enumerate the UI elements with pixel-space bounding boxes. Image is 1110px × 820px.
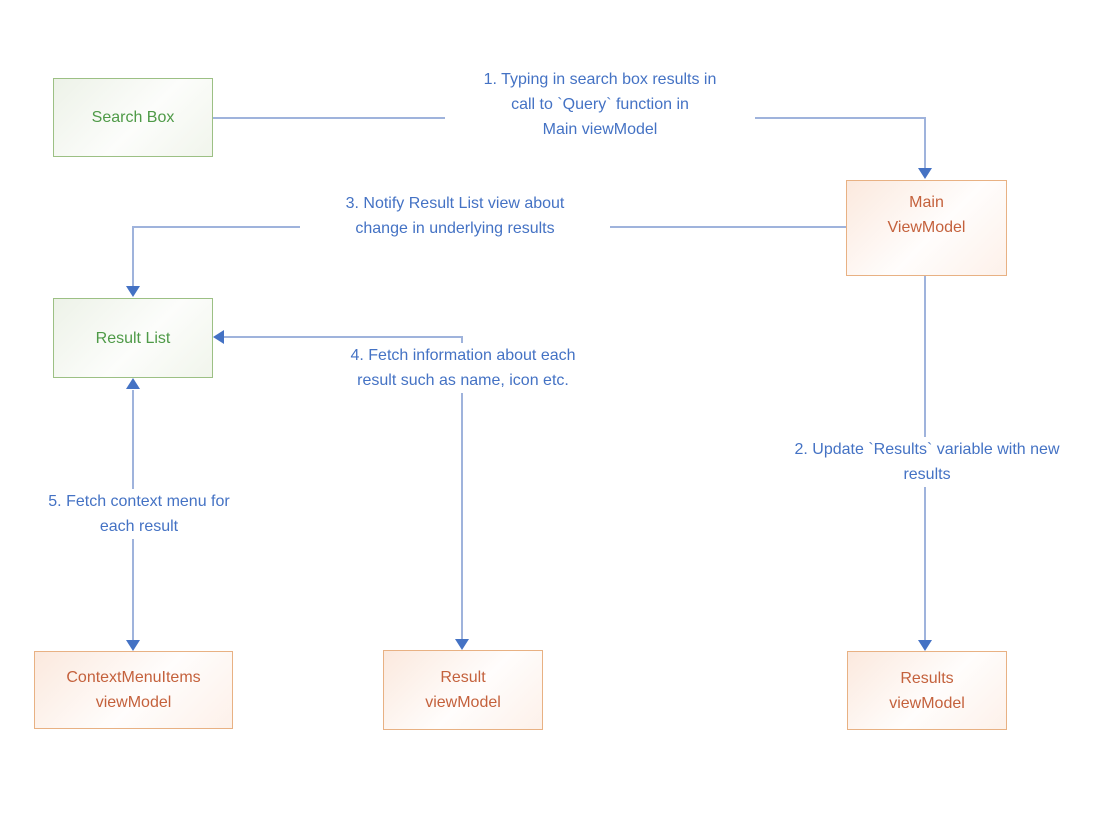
node-results-viewmodel-label-line2: viewModel (889, 694, 965, 712)
arrowhead-into-main-viewmodel (918, 168, 932, 179)
node-results-viewmodel (847, 651, 1007, 730)
node-result-viewmodel-label-line1: Result (440, 669, 486, 686)
node-contextmenuitems-label-line1: ContextMenuItems (66, 669, 201, 686)
annotation-step3-line1: 3. Notify Result List view about (345, 195, 565, 212)
annotation-step5 (8, 489, 270, 539)
node-result-viewmodel (383, 650, 543, 730)
annotation-step1-line1: 1. Typing in search box results in (483, 71, 717, 88)
arrowhead-into-result-list-right (213, 330, 224, 344)
connector-step1-vertical (924, 117, 926, 169)
node-result-list (53, 298, 213, 378)
annotation-step3 (300, 191, 610, 241)
arrowhead-into-result-list-top (126, 286, 140, 297)
annotation-step5-line2: each result (99, 518, 179, 535)
node-contextmenuitems-viewmodel (34, 651, 233, 729)
node-main-viewmodel (846, 180, 1007, 276)
annotation-step2 (756, 437, 1098, 487)
arrowhead-into-contextmenuitems-viewmodel (126, 640, 140, 651)
arrowhead-into-result-list-bottom (126, 378, 140, 389)
node-contextmenuitems-label-line2: viewModel (95, 694, 172, 711)
annotation-step1 (445, 67, 755, 142)
annotation-step1-line2: call to `Query` function in (511, 96, 689, 113)
node-result-viewmodel-label-line2: viewModel (425, 694, 501, 711)
annotation-step3-line2: change in underlying results (355, 220, 555, 237)
annotation-step4-line2: result such as name, icon etc. (357, 372, 569, 389)
node-search-box-label: Search Box (91, 109, 175, 126)
node-main-viewmodel-label-line1: Main (909, 194, 944, 211)
arrowhead-into-result-viewmodel (455, 639, 469, 650)
annotation-step4-line1: 4. Fetch information about each (350, 347, 576, 364)
annotation-step2-line2: results (903, 466, 951, 483)
connector-step3-vertical (132, 226, 134, 286)
annotation-step4 (308, 343, 618, 393)
connector-step4-horizontal (224, 336, 463, 338)
node-results-viewmodel-label-line1: Results (900, 669, 954, 687)
arrowhead-into-results-viewmodel (918, 640, 932, 651)
node-result-list-label: Result List (95, 329, 171, 347)
annotation-step5-line1: 5. Fetch context menu for (48, 493, 230, 510)
annotation-step2-line1: 2. Update `Results` variable with new (794, 441, 1060, 458)
annotation-step1-line3: Main viewModel (542, 121, 658, 138)
node-main-viewmodel-label-line2: ViewModel (887, 219, 966, 236)
node-search-box (53, 78, 213, 157)
